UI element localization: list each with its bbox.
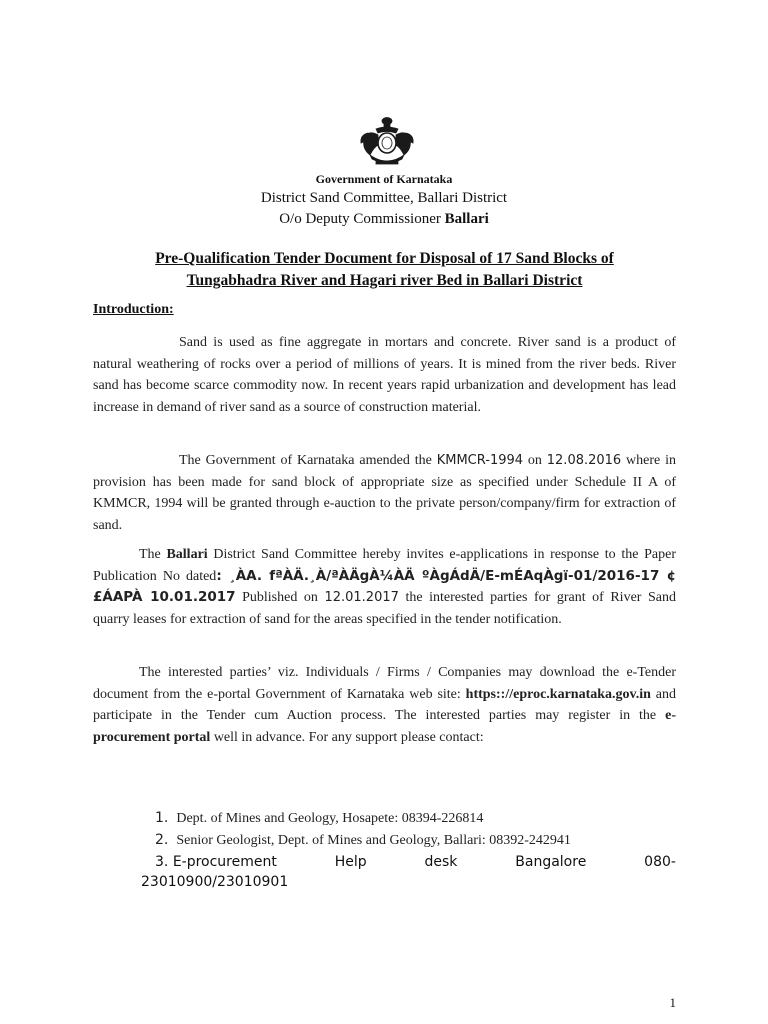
helpdesk-phone-numbers: 23010900/23010901 [141, 874, 289, 890]
publication-code: : ¸ÀA. fªÀÄ.¸À/ªÀÄgÀ¼ÀÄ ºÀgÁdÄ/E-mÉAqÀgï-01/2016-17 ¢£ÁAPÀ 10.01.2017 [93, 567, 676, 605]
document-title [93, 248, 676, 292]
list-item [141, 852, 676, 892]
title-line-2: Tungabhadra River and Hagari river Bed in Ballari District [186, 272, 583, 289]
eprocurement-portal-bold: e-procurement portal [93, 708, 676, 745]
ballari-bold: Ballari [166, 547, 208, 562]
contact-ballari-geologist: Senior Geologist, Dept. of Mines and Geology, Ballari: 08392-242941 [176, 833, 571, 848]
helpdesk-phone-prefix: 080- [644, 854, 676, 870]
office-prefix: O/o Deputy Commissioner [279, 211, 445, 227]
kmmcr-reference: KMMCR-1994 [436, 453, 524, 468]
office-place: Ballari [444, 211, 489, 227]
list-number: 3. [155, 854, 169, 870]
page-number: 1 [669, 995, 676, 1010]
government-name: Government of Karnataka [315, 172, 453, 186]
paragraph-3-text-c: Published on [235, 590, 325, 605]
paragraph-2-text-b: on [523, 453, 547, 468]
amendment-date: 12.08.2016 [546, 453, 622, 468]
list-number: 2. [155, 832, 169, 848]
contact-hosapete: Dept. of Mines and Geology, Hosapete: 08394-226814 [176, 811, 484, 826]
published-date: 12.01.2017 [324, 590, 399, 605]
paragraph-invitation [93, 544, 676, 630]
paragraph-3-text-d: the interested parties for grant of River Sand quarry leases for extraction of sand for the areas specified in the tender notification. [93, 590, 677, 627]
paragraph-2-text-c: where in provision has been made for sand block of appropriate size as specified under Schedule II A of KMMCR, 1994 will be granted through e-auction to the private person/company/firm for extraction of sand. [93, 453, 677, 533]
office-line [0, 211, 768, 228]
paragraph-eprocurement [93, 662, 676, 748]
eproc-website-link[interactable]: https:://eproc.karnataka.gov.in [465, 686, 651, 702]
helpdesk-word-bangalore: Bangalore [515, 854, 587, 870]
list-item [155, 810, 483, 827]
helpdesk-word-desk: desk [424, 854, 458, 870]
list-item [155, 832, 571, 849]
list-number: 1. [155, 810, 169, 826]
paragraph-1-text: Sand is used as fine aggregate in mortars and concrete. River sand is a product of natural weathering of rocks over a period of millions of years. It is mined from the river beds. River sand has become scarce commodity now. In recent years rapid urbanization and development has lead increase in demand of river sand as a source of construction material. [93, 335, 676, 415]
helpdesk-word-help: Help [334, 854, 367, 870]
title-line-1: Pre-Qualification Tender Document for Disposal of 17 Sand Blocks of [155, 250, 614, 267]
paragraph-4-text-a: The interested parties’ viz. Individuals / Firms / Companies may download the e-Tender document from the e-portal Government of Karnataka web site: [93, 665, 676, 702]
paragraph-4-text-b: and participate in the Tender cum Auction process. The interested parties may register in the [93, 686, 676, 723]
committee-name: District Sand Committee, Ballari District [260, 190, 508, 206]
paragraph-3-text-b: District Sand Committee hereby invites e-applications in response to the Paper Publication No dated [93, 547, 677, 584]
paragraph-4-text-c: well in advance. For any support please contact: [210, 729, 484, 745]
helpdesk-word [155, 852, 277, 872]
helpdesk-word-eprocurement: E-procurement [172, 854, 277, 870]
paragraph-3-text-a: The [139, 547, 167, 562]
introduction-heading: Introduction: [93, 302, 174, 317]
paragraph-sand-intro [93, 332, 676, 418]
karnataka-emblem-icon [356, 115, 418, 167]
paragraph-amendment [93, 450, 676, 536]
paragraph-2-text-a: The Government of Karnataka amended the [179, 453, 437, 468]
helpdesk-line-1 [141, 852, 676, 872]
